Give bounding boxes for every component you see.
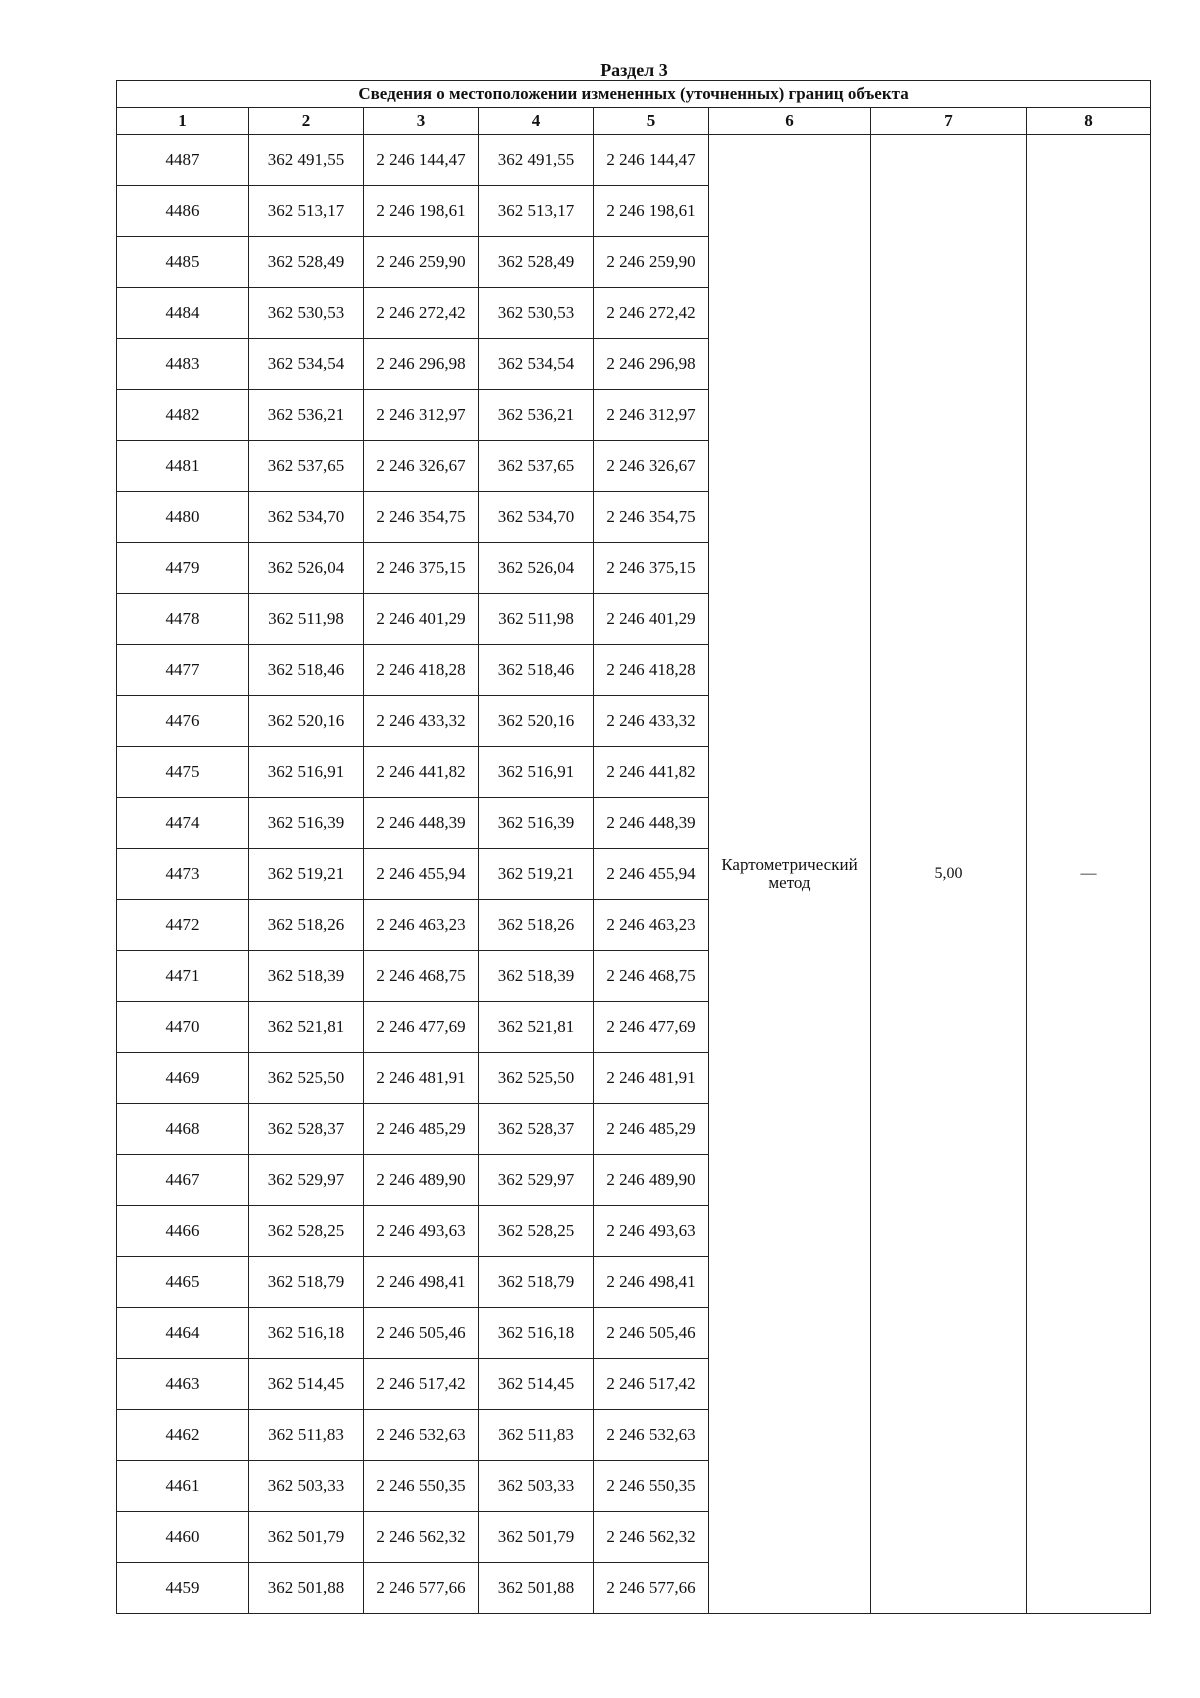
method-cell xyxy=(709,135,871,1614)
column-number-4: 4 xyxy=(479,108,594,135)
x-coordinate-cell: 362 491,55 xyxy=(479,135,594,186)
y-coordinate-cell: 2 246 448,39 xyxy=(364,798,479,849)
column-number-2: 2 xyxy=(249,108,364,135)
x-coordinate-cell: 362 534,70 xyxy=(249,492,364,543)
point-number-cell: 4477 xyxy=(117,645,249,696)
y-coordinate-cell: 2 246 562,32 xyxy=(364,1512,479,1563)
x-coordinate-cell: 362 528,37 xyxy=(479,1104,594,1155)
y-coordinate-cell: 2 246 401,29 xyxy=(594,594,709,645)
x-coordinate-cell: 362 521,81 xyxy=(249,1002,364,1053)
y-coordinate-cell: 2 246 489,90 xyxy=(364,1155,479,1206)
point-number-cell: 4478 xyxy=(117,594,249,645)
y-coordinate-cell: 2 246 517,42 xyxy=(364,1359,479,1410)
point-number-cell: 4474 xyxy=(117,798,249,849)
boundary-coordinates-table xyxy=(116,80,1151,1614)
x-coordinate-cell: 362 516,91 xyxy=(479,747,594,798)
x-coordinate-cell: 362 516,18 xyxy=(479,1308,594,1359)
point-number-cell: 4468 xyxy=(117,1104,249,1155)
y-coordinate-cell: 2 246 517,42 xyxy=(594,1359,709,1410)
point-number-cell: 4481 xyxy=(117,441,249,492)
table-subtitle: Сведения о местоположении измененных (уточненных) границ объекта xyxy=(117,81,1151,108)
y-coordinate-cell: 2 246 532,63 xyxy=(364,1410,479,1461)
y-coordinate-cell: 2 246 505,46 xyxy=(594,1308,709,1359)
x-coordinate-cell: 362 511,98 xyxy=(479,594,594,645)
x-coordinate-cell: 362 516,39 xyxy=(249,798,364,849)
x-coordinate-cell: 362 516,91 xyxy=(249,747,364,798)
x-coordinate-cell: 362 511,83 xyxy=(479,1410,594,1461)
point-number-cell: 4464 xyxy=(117,1308,249,1359)
x-coordinate-cell: 362 537,65 xyxy=(249,441,364,492)
y-coordinate-cell: 2 246 505,46 xyxy=(364,1308,479,1359)
y-coordinate-cell: 2 246 485,29 xyxy=(364,1104,479,1155)
y-coordinate-cell: 2 246 481,91 xyxy=(594,1053,709,1104)
x-coordinate-cell: 362 518,46 xyxy=(479,645,594,696)
x-coordinate-cell: 362 534,54 xyxy=(479,339,594,390)
x-coordinate-cell: 362 525,50 xyxy=(249,1053,364,1104)
x-coordinate-cell: 362 519,21 xyxy=(249,849,364,900)
y-coordinate-cell: 2 246 198,61 xyxy=(594,186,709,237)
column-number-7: 7 xyxy=(871,108,1027,135)
x-coordinate-cell: 362 520,16 xyxy=(249,696,364,747)
point-number-cell: 4466 xyxy=(117,1206,249,1257)
x-coordinate-cell: 362 525,50 xyxy=(479,1053,594,1104)
y-coordinate-cell: 2 246 477,69 xyxy=(364,1002,479,1053)
x-coordinate-cell: 362 529,97 xyxy=(479,1155,594,1206)
x-coordinate-cell: 362 528,25 xyxy=(249,1206,364,1257)
x-coordinate-cell: 362 518,26 xyxy=(249,900,364,951)
point-number-cell: 4476 xyxy=(117,696,249,747)
x-coordinate-cell: 362 526,04 xyxy=(479,543,594,594)
point-number-cell: 4473 xyxy=(117,849,249,900)
y-coordinate-cell: 2 246 463,23 xyxy=(364,900,479,951)
point-number-cell: 4486 xyxy=(117,186,249,237)
x-coordinate-cell: 362 537,65 xyxy=(479,441,594,492)
y-coordinate-cell: 2 246 296,98 xyxy=(594,339,709,390)
y-coordinate-cell: 2 246 562,32 xyxy=(594,1512,709,1563)
y-coordinate-cell: 2 246 433,32 xyxy=(364,696,479,747)
method-line-1: Картометрический xyxy=(721,855,858,874)
point-number-cell: 4475 xyxy=(117,747,249,798)
y-coordinate-cell: 2 246 198,61 xyxy=(364,186,479,237)
y-coordinate-cell: 2 246 481,91 xyxy=(364,1053,479,1104)
y-coordinate-cell: 2 246 498,41 xyxy=(364,1257,479,1308)
x-coordinate-cell: 362 503,33 xyxy=(479,1461,594,1512)
y-coordinate-cell: 2 246 144,47 xyxy=(364,135,479,186)
x-coordinate-cell: 362 528,25 xyxy=(479,1206,594,1257)
table-row xyxy=(117,135,1151,186)
x-coordinate-cell: 362 503,33 xyxy=(249,1461,364,1512)
x-coordinate-cell: 362 501,88 xyxy=(249,1563,364,1614)
x-coordinate-cell: 362 528,49 xyxy=(249,237,364,288)
table-body xyxy=(117,135,1151,1614)
x-coordinate-cell: 362 519,21 xyxy=(479,849,594,900)
y-coordinate-cell: 2 246 550,35 xyxy=(364,1461,479,1512)
x-coordinate-cell: 362 501,79 xyxy=(249,1512,364,1563)
y-coordinate-cell: 2 246 550,35 xyxy=(594,1461,709,1512)
x-coordinate-cell: 362 520,16 xyxy=(479,696,594,747)
x-coordinate-cell: 362 534,70 xyxy=(479,492,594,543)
y-coordinate-cell: 2 246 468,75 xyxy=(594,951,709,1002)
x-coordinate-cell: 362 501,88 xyxy=(479,1563,594,1614)
x-coordinate-cell: 362 514,45 xyxy=(249,1359,364,1410)
column-number-row xyxy=(117,108,1151,135)
point-number-cell: 4479 xyxy=(117,543,249,594)
section-title: Раздел 3 xyxy=(600,60,668,80)
column-number-5: 5 xyxy=(594,108,709,135)
x-coordinate-cell: 362 530,53 xyxy=(479,288,594,339)
x-coordinate-cell: 362 518,39 xyxy=(249,951,364,1002)
y-coordinate-cell: 2 246 493,63 xyxy=(364,1206,479,1257)
x-coordinate-cell: 362 516,39 xyxy=(479,798,594,849)
point-number-cell: 4461 xyxy=(117,1461,249,1512)
point-number-cell: 4480 xyxy=(117,492,249,543)
point-number-cell: 4472 xyxy=(117,900,249,951)
x-coordinate-cell: 362 518,26 xyxy=(479,900,594,951)
y-coordinate-cell: 2 246 144,47 xyxy=(594,135,709,186)
y-coordinate-cell: 2 246 272,42 xyxy=(594,288,709,339)
x-coordinate-cell: 362 518,46 xyxy=(249,645,364,696)
accuracy-cell: 5,00 xyxy=(871,135,1027,1614)
y-coordinate-cell: 2 246 259,90 xyxy=(594,237,709,288)
point-number-cell: 4487 xyxy=(117,135,249,186)
x-coordinate-cell: 362 521,81 xyxy=(479,1002,594,1053)
point-number-cell: 4484 xyxy=(117,288,249,339)
y-coordinate-cell: 2 246 418,28 xyxy=(594,645,709,696)
point-number-cell: 4471 xyxy=(117,951,249,1002)
x-coordinate-cell: 362 528,37 xyxy=(249,1104,364,1155)
point-number-cell: 4470 xyxy=(117,1002,249,1053)
x-coordinate-cell: 362 534,54 xyxy=(249,339,364,390)
y-coordinate-cell: 2 246 296,98 xyxy=(364,339,479,390)
y-coordinate-cell: 2 246 326,67 xyxy=(594,441,709,492)
x-coordinate-cell: 362 518,79 xyxy=(249,1257,364,1308)
column-number-1: 1 xyxy=(117,108,249,135)
y-coordinate-cell: 2 246 433,32 xyxy=(594,696,709,747)
y-coordinate-cell: 2 246 477,69 xyxy=(594,1002,709,1053)
x-coordinate-cell: 362 526,04 xyxy=(249,543,364,594)
x-coordinate-cell: 362 518,79 xyxy=(479,1257,594,1308)
y-coordinate-cell: 2 246 468,75 xyxy=(364,951,479,1002)
y-coordinate-cell: 2 246 441,82 xyxy=(594,747,709,798)
x-coordinate-cell: 362 536,21 xyxy=(249,390,364,441)
point-number-cell: 4459 xyxy=(117,1563,249,1614)
y-coordinate-cell: 2 246 375,15 xyxy=(364,543,479,594)
x-coordinate-cell: 362 516,18 xyxy=(249,1308,364,1359)
y-coordinate-cell: 2 246 485,29 xyxy=(594,1104,709,1155)
y-coordinate-cell: 2 246 448,39 xyxy=(594,798,709,849)
point-number-cell: 4465 xyxy=(117,1257,249,1308)
point-number-cell: 4460 xyxy=(117,1512,249,1563)
y-coordinate-cell: 2 246 489,90 xyxy=(594,1155,709,1206)
x-coordinate-cell: 362 491,55 xyxy=(249,135,364,186)
y-coordinate-cell: 2 246 498,41 xyxy=(594,1257,709,1308)
y-coordinate-cell: 2 246 493,63 xyxy=(594,1206,709,1257)
x-coordinate-cell: 362 528,49 xyxy=(479,237,594,288)
x-coordinate-cell: 362 501,79 xyxy=(479,1512,594,1563)
y-coordinate-cell: 2 246 401,29 xyxy=(364,594,479,645)
x-coordinate-cell: 362 529,97 xyxy=(249,1155,364,1206)
x-coordinate-cell: 362 518,39 xyxy=(479,951,594,1002)
point-number-cell: 4469 xyxy=(117,1053,249,1104)
point-number-cell: 4463 xyxy=(117,1359,249,1410)
y-coordinate-cell: 2 246 326,67 xyxy=(364,441,479,492)
x-coordinate-cell: 362 511,83 xyxy=(249,1410,364,1461)
y-coordinate-cell: 2 246 577,66 xyxy=(364,1563,479,1614)
point-number-cell: 4467 xyxy=(117,1155,249,1206)
column-number-3: 3 xyxy=(364,108,479,135)
y-coordinate-cell: 2 246 354,75 xyxy=(594,492,709,543)
x-coordinate-cell: 362 536,21 xyxy=(479,390,594,441)
y-coordinate-cell: 2 246 375,15 xyxy=(594,543,709,594)
y-coordinate-cell: 2 246 259,90 xyxy=(364,237,479,288)
y-coordinate-cell: 2 246 354,75 xyxy=(364,492,479,543)
point-number-cell: 4482 xyxy=(117,390,249,441)
y-coordinate-cell: 2 246 532,63 xyxy=(594,1410,709,1461)
point-number-cell: 4485 xyxy=(117,237,249,288)
column-number-8: 8 xyxy=(1027,108,1151,135)
x-coordinate-cell: 362 511,98 xyxy=(249,594,364,645)
y-coordinate-cell: 2 246 441,82 xyxy=(364,747,479,798)
x-coordinate-cell: 362 513,17 xyxy=(479,186,594,237)
x-coordinate-cell: 362 530,53 xyxy=(249,288,364,339)
column-8-cell: — xyxy=(1027,135,1151,1614)
x-coordinate-cell: 362 514,45 xyxy=(479,1359,594,1410)
y-coordinate-cell: 2 246 577,66 xyxy=(594,1563,709,1614)
method-line-2: метод xyxy=(768,873,811,892)
y-coordinate-cell: 2 246 272,42 xyxy=(364,288,479,339)
y-coordinate-cell: 2 246 455,94 xyxy=(364,849,479,900)
point-number-cell: 4483 xyxy=(117,339,249,390)
column-number-6: 6 xyxy=(709,108,871,135)
y-coordinate-cell: 2 246 463,23 xyxy=(594,900,709,951)
y-coordinate-cell: 2 246 455,94 xyxy=(594,849,709,900)
x-coordinate-cell: 362 513,17 xyxy=(249,186,364,237)
point-number-cell: 4462 xyxy=(117,1410,249,1461)
y-coordinate-cell: 2 246 312,97 xyxy=(594,390,709,441)
y-coordinate-cell: 2 246 418,28 xyxy=(364,645,479,696)
y-coordinate-cell: 2 246 312,97 xyxy=(364,390,479,441)
